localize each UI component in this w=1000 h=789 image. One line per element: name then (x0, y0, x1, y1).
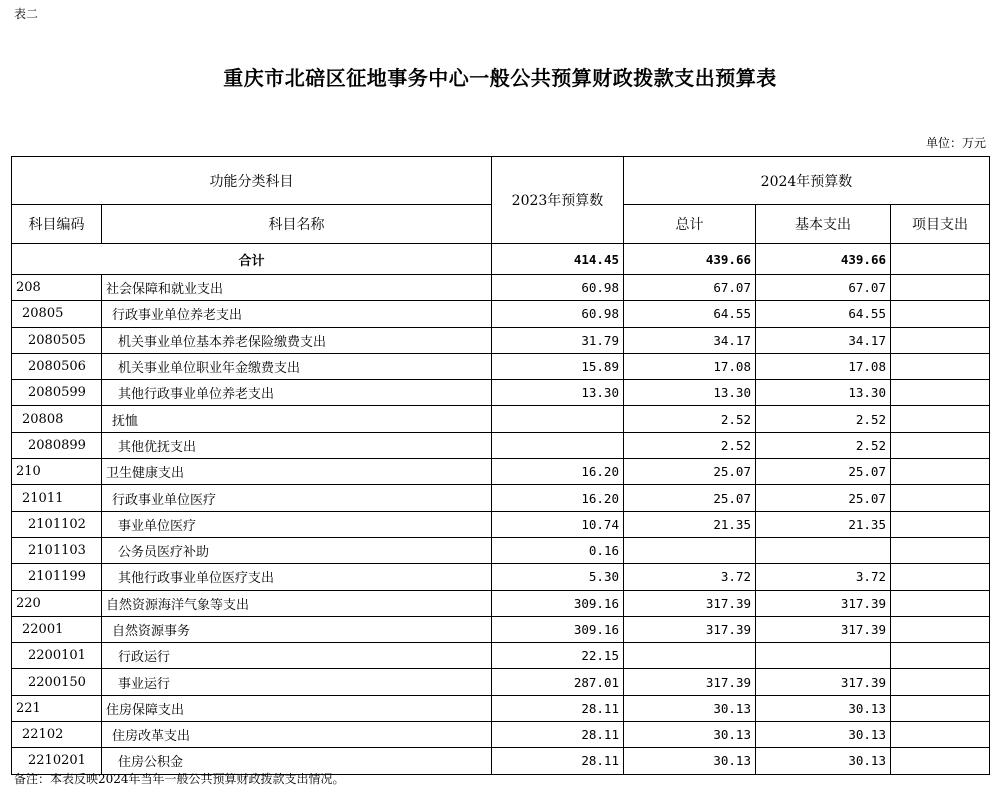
row-code: 2200150 (12, 669, 102, 695)
row-budget-2023 (492, 432, 624, 458)
row-total: 25.07 (624, 459, 756, 485)
row-name: 行政运行 (102, 643, 492, 669)
table-row (12, 353, 990, 379)
row-basic: 17.08 (756, 353, 891, 379)
header-project: 项目支出 (891, 205, 990, 244)
header-name: 科目名称 (102, 205, 492, 244)
row-code: 20808 (12, 406, 102, 432)
header-total: 总计 (624, 205, 756, 244)
row-basic: 317.39 (756, 616, 891, 642)
total-label: 合计 (12, 244, 492, 275)
row-basic: 25.07 (756, 459, 891, 485)
row-total: 317.39 (624, 590, 756, 616)
document-title: 重庆市北碚区征地事务中心一般公共预算财政拨款支出预算表 (223, 66, 777, 90)
total-budget-2023: 414.45 (492, 244, 624, 275)
row-basic: 317.39 (756, 590, 891, 616)
row-project (891, 537, 990, 563)
table-row (12, 669, 990, 695)
row-budget-2023: 28.11 (492, 748, 624, 774)
row-project (891, 669, 990, 695)
header-functional-category: 功能分类科目 (12, 157, 492, 205)
total-row (12, 244, 990, 275)
row-project (891, 406, 990, 432)
row-budget-2023: 287.01 (492, 669, 624, 695)
row-code: 220 (12, 590, 102, 616)
row-name: 社会保障和就业支出 (102, 275, 492, 301)
table-row (12, 511, 990, 537)
row-budget-2023: 309.16 (492, 590, 624, 616)
row-name: 住房改革支出 (102, 722, 492, 748)
row-budget-2023: 28.11 (492, 695, 624, 721)
row-project (891, 748, 990, 774)
row-name: 事业运行 (102, 669, 492, 695)
row-project (891, 564, 990, 590)
row-code: 22001 (12, 616, 102, 642)
row-total (624, 537, 756, 563)
row-basic: 317.39 (756, 669, 891, 695)
row-project (891, 643, 990, 669)
row-total: 17.08 (624, 353, 756, 379)
row-basic: 21.35 (756, 511, 891, 537)
row-total: 34.17 (624, 327, 756, 353)
row-budget-2023 (492, 406, 624, 432)
total-total: 439.66 (624, 244, 756, 275)
row-project (891, 301, 990, 327)
row-basic: 2.52 (756, 432, 891, 458)
row-name: 行政事业单位医疗 (102, 485, 492, 511)
table-row (12, 380, 990, 406)
row-total (624, 643, 756, 669)
row-code: 2101103 (12, 537, 102, 563)
row-code: 208 (12, 275, 102, 301)
row-total: 2.52 (624, 432, 756, 458)
row-basic: 30.13 (756, 722, 891, 748)
row-budget-2023: 28.11 (492, 722, 624, 748)
row-budget-2023: 0.16 (492, 537, 624, 563)
row-name: 抚恤 (102, 406, 492, 432)
header-code: 科目编码 (12, 205, 102, 244)
table-row (12, 616, 990, 642)
row-budget-2023: 31.79 (492, 327, 624, 353)
table-row (12, 537, 990, 563)
row-name: 其他行政事业单位医疗支出 (102, 564, 492, 590)
row-name: 机关事业单位职业年金缴费支出 (102, 353, 492, 379)
row-basic: 67.07 (756, 275, 891, 301)
row-total: 13.30 (624, 380, 756, 406)
row-budget-2023: 15.89 (492, 353, 624, 379)
row-basic: 34.17 (756, 327, 891, 353)
row-name: 卫生健康支出 (102, 459, 492, 485)
row-project (891, 459, 990, 485)
row-basic (756, 537, 891, 563)
row-project (891, 327, 990, 353)
budget-table (11, 156, 990, 775)
row-basic: 30.13 (756, 748, 891, 774)
row-budget-2023: 16.20 (492, 485, 624, 511)
row-basic (756, 643, 891, 669)
row-total: 21.35 (624, 511, 756, 537)
row-name: 行政事业单位养老支出 (102, 301, 492, 327)
row-total: 3.72 (624, 564, 756, 590)
header-budget-2023: 2023年预算数 (492, 157, 624, 244)
row-code: 2200101 (12, 643, 102, 669)
row-code: 2210201 (12, 748, 102, 774)
row-total: 30.13 (624, 695, 756, 721)
row-name: 机关事业单位基本养老保险缴费支出 (102, 327, 492, 353)
row-name: 住房公积金 (102, 748, 492, 774)
row-basic: 30.13 (756, 695, 891, 721)
row-code: 221 (12, 695, 102, 721)
row-name: 自然资源事务 (102, 616, 492, 642)
table-row (12, 564, 990, 590)
total-project (891, 244, 990, 275)
row-code: 20805 (12, 301, 102, 327)
row-project (891, 432, 990, 458)
row-project (891, 695, 990, 721)
row-total: 30.13 (624, 748, 756, 774)
footnote: 备注：本表反映2024年当年一般公共预算财政拨款支出情况。 (14, 772, 345, 786)
row-name: 公务员医疗补助 (102, 537, 492, 563)
row-basic: 13.30 (756, 380, 891, 406)
row-project (891, 590, 990, 616)
table-row (12, 432, 990, 458)
row-project (891, 616, 990, 642)
header-basic: 基本支出 (756, 205, 891, 244)
row-code: 210 (12, 459, 102, 485)
row-name: 其他行政事业单位养老支出 (102, 380, 492, 406)
row-code: 21011 (12, 485, 102, 511)
table-row (12, 301, 990, 327)
row-total: 2.52 (624, 406, 756, 432)
row-budget-2023: 10.74 (492, 511, 624, 537)
row-budget-2023: 16.20 (492, 459, 624, 485)
row-basic: 25.07 (756, 485, 891, 511)
row-code: 2101199 (12, 564, 102, 590)
table-row (12, 643, 990, 669)
row-total: 317.39 (624, 616, 756, 642)
row-total: 64.55 (624, 301, 756, 327)
row-total: 317.39 (624, 669, 756, 695)
row-code: 2080506 (12, 353, 102, 379)
row-code: 2080599 (12, 380, 102, 406)
row-project (891, 353, 990, 379)
table-row (12, 695, 990, 721)
row-name: 自然资源海洋气象等支出 (102, 590, 492, 616)
table-row (12, 406, 990, 432)
row-budget-2023: 22.15 (492, 643, 624, 669)
table-row (12, 722, 990, 748)
row-budget-2023: 60.98 (492, 275, 624, 301)
table-row (12, 485, 990, 511)
table-row (12, 327, 990, 353)
row-project (891, 380, 990, 406)
total-basic: 439.66 (756, 244, 891, 275)
row-name: 事业单位医疗 (102, 511, 492, 537)
row-budget-2023: 309.16 (492, 616, 624, 642)
row-total: 67.07 (624, 275, 756, 301)
row-total: 25.07 (624, 485, 756, 511)
row-code: 2101102 (12, 511, 102, 537)
row-name: 住房保障支出 (102, 695, 492, 721)
table-row (12, 590, 990, 616)
row-total: 30.13 (624, 722, 756, 748)
row-budget-2023: 13.30 (492, 380, 624, 406)
row-basic: 2.52 (756, 406, 891, 432)
row-budget-2023: 5.30 (492, 564, 624, 590)
row-project (891, 275, 990, 301)
row-project (891, 722, 990, 748)
row-budget-2023: 60.98 (492, 301, 624, 327)
row-basic: 3.72 (756, 564, 891, 590)
row-code: 22102 (12, 722, 102, 748)
row-project (891, 511, 990, 537)
row-basic: 64.55 (756, 301, 891, 327)
header-budget-2024: 2024年预算数 (624, 157, 990, 205)
unit-label: 单位：万元 (925, 136, 986, 150)
row-code: 2080505 (12, 327, 102, 353)
table-row (12, 459, 990, 485)
row-project (891, 485, 990, 511)
row-code: 2080899 (12, 432, 102, 458)
table-label: 表二 (14, 7, 39, 21)
row-name: 其他优抚支出 (102, 432, 492, 458)
table-row (12, 275, 990, 301)
